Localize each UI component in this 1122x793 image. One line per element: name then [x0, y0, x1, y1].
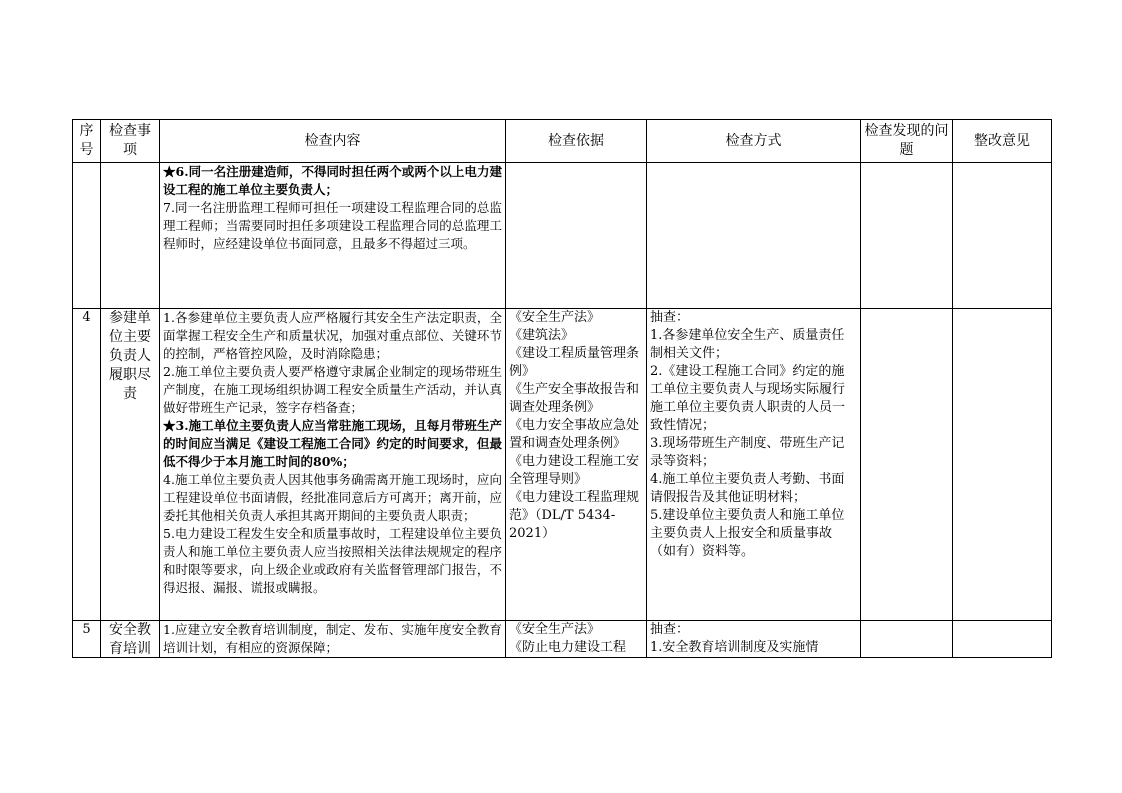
basis-line: 《电力建设工程施工安全管理导则》 [509, 454, 640, 487]
cell-issues [861, 621, 953, 658]
cell-method [647, 309, 861, 621]
table-row-4 [73, 309, 1052, 621]
table-row-continued [73, 163, 1052, 309]
basis-line: 《电力建设工程监理规范》（DL/T 5434-2021） [509, 490, 640, 541]
content-line: 7.同一名注册监理工程师可担任一项建设工程监理合同的总监理工程师；当需要同时担任多项建设工程监理合同的总监理工程师时，应经建设单位书面同意，且最多不得超过三项。 [163, 200, 502, 251]
cell-num [73, 163, 101, 309]
cell-item: 参建单位主要负责人履职尽责 [101, 309, 160, 621]
header-num: 序号 [73, 120, 101, 163]
cell-num: 5 [73, 621, 101, 658]
content-line: 4.施工单位主要负责人因其他事务确需离开施工现场时，应向工程建设单位书面请假，经批准同意后方可离开；离开前，应委托其他相关负责人承担其离开期间的主要负责人职责； [163, 472, 502, 523]
header-basis: 检查依据 [506, 120, 647, 163]
content-line: ★3.施工单位主要负责人应当常驻施工现场，且每月带班生产的时间应当满足《建设工程施工合同》约定的时间要求，但最低不得少于本月施工时间的80%； [163, 418, 502, 469]
cell-content [160, 621, 506, 658]
cell-num: 4 [73, 309, 101, 621]
header-method: 检查方式 [647, 120, 861, 163]
cell-content [160, 163, 506, 309]
cell-issues [861, 309, 953, 621]
content-line: 1.应建立安全教育培训制度，制定、发布、实施年度安全教育培训计划，有相应的资源保障； [163, 622, 502, 655]
content-line: 1.各参建单位主要负责人应严格履行其安全生产法定职责，全面掌握工程安全生产和质量状况，加强对重点部位、关键环节的控制，严格管控风险，及时消除隐患； [163, 310, 502, 361]
header-item: 检查事项 [101, 120, 160, 163]
cell-clip [650, 621, 857, 657]
cell-basis [506, 163, 647, 309]
cell-basis [506, 621, 647, 658]
inspection-table [72, 119, 1052, 658]
cell-method [647, 163, 861, 309]
basis-line: 《安全生产法》 [509, 310, 601, 325]
basis-line: 《电力安全事故应急处置和调查处理条例》 [509, 418, 640, 451]
header-content: 检查内容 [160, 120, 506, 163]
header-row [73, 120, 1052, 163]
cell-clip [163, 621, 502, 657]
basis-line: 《安全生产法》 [509, 622, 601, 637]
cell-rectify [953, 309, 1052, 621]
table-row-5 [73, 621, 1052, 658]
method-line: 2.《建设工程施工合同》约定的施工单位主要负责人与现场实际履行施工单位主要负责人职责的人员一致性情况； [650, 364, 846, 433]
cell-basis [506, 309, 647, 621]
method-line: 1.安全教育培训制度及实施情 [650, 640, 819, 655]
method-line: 1.各参建单位安全生产、质量责任制相关文件； [650, 328, 845, 361]
basis-line: 《防止电力建设工程 [509, 640, 627, 655]
header-rectify: 整改意见 [953, 120, 1052, 163]
header-issues: 检查发现的问题 [861, 120, 953, 163]
cell-rectify [953, 621, 1052, 658]
cell-item [101, 621, 160, 658]
cell-issues [861, 163, 953, 309]
content-line: ★6.同一名注册建造师，不得同时担任两个或两个以上电力建设工程的施工单位主要负责人； [163, 164, 502, 197]
cell-method [647, 621, 861, 658]
method-line: 4.施工单位主要负责人考勤、书面请假报告及其他证明材料； [650, 472, 845, 505]
basis-line: 《建筑法》 [509, 328, 575, 343]
basis-line: 《建设工程质量管理条例》 [509, 346, 640, 379]
method-line: 3.现场带班生产制度、带班生产记录等资料； [650, 436, 845, 469]
basis-line: 《生产安全事故报告和调查处理条例》 [509, 382, 640, 415]
cell-content [160, 309, 506, 621]
cell-clip [509, 621, 643, 657]
method-line: 抽查： [650, 622, 690, 637]
method-line: 抽查： [650, 310, 690, 325]
cell-item [101, 163, 160, 309]
cell-rectify [953, 163, 1052, 309]
cell-clip: 安全教育培训 [109, 622, 151, 657]
content-line: 5.电力建设工程发生安全和质量事故时，工程建设单位主要负责人和施工单位主要负责人应当按照相关法律法规规定的程序和时限等要求，向上级企业或政府有关监督管理部门报告，不得迟报、漏报、谎报或瞒报。 [163, 526, 502, 595]
content-line: 2.施工单位主要负责人要严格遵守隶属企业制定的现场带班生产制度，在施工现场组织协调工程安全质量生产活动，并认真做好带班生产记录，签字存档备查； [163, 364, 502, 415]
method-line: 5.建设单位主要负责人和施工单位主要负责人上报安全和质量事故（如有）资料等。 [650, 508, 845, 559]
